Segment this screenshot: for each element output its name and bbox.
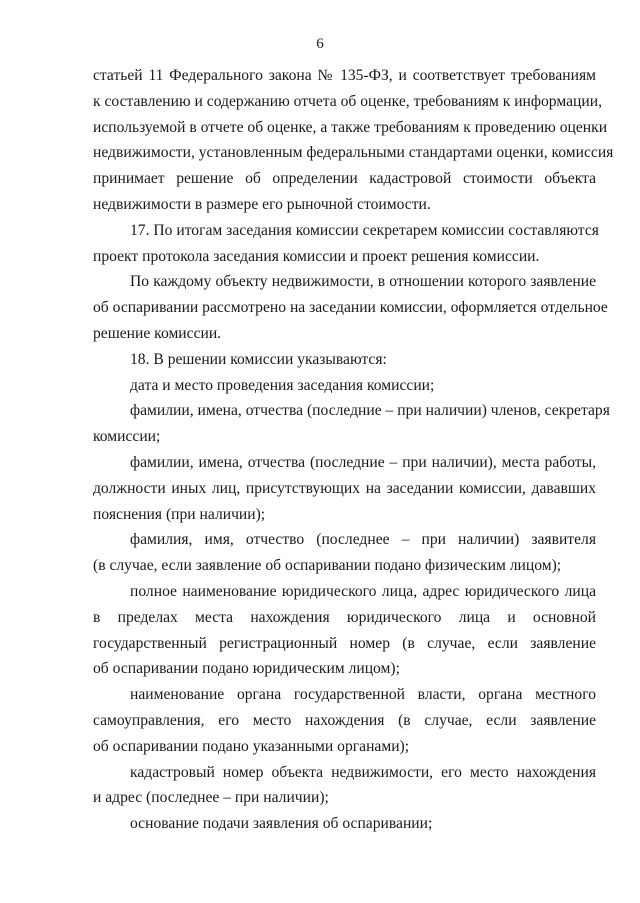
text-line: статьей 11 Федерального закона № 135-ФЗ, и соответствует требованиям (93, 67, 596, 84)
list-item-members (93, 398, 610, 450)
text-line: к составлению и содержанию отчета об оценке, требованиям к информации, (93, 92, 602, 110)
text-line: об оспаривании рассмотрено на заседании комиссии, оформляется отдельное (93, 299, 608, 317)
text-line: и адрес (последнее – при наличии); (93, 789, 329, 807)
text-line: недвижимости, установленным федеральными стандартами оценки, комиссия (93, 144, 614, 162)
text-line: По каждому объекту недвижимости, в отношении которого заявление (130, 273, 596, 291)
text-line: решение комиссии. (93, 324, 222, 342)
list-item-applicant-legal-entity (93, 579, 596, 682)
paragraph-17 (93, 218, 599, 270)
text-line: (в случае, если заявление об оспаривании подано физическим лицом); (93, 557, 562, 575)
text-line: используемой в отчете об оценке, а также требованиям к проведению оценки (93, 118, 608, 136)
paragraph-1 (93, 63, 614, 218)
text-line: должности иных лиц, присутствующих на заседании комиссии, дававших (93, 479, 596, 497)
text-line: комиссии; (93, 428, 161, 446)
page-number: 6 (316, 36, 324, 52)
text-line: 17. По итогам заседания комиссии секретарем комиссии составляются (130, 221, 599, 239)
list-item-grounds (93, 811, 596, 837)
text-line: недвижимости в размере его рыночной стоимости. (93, 195, 431, 213)
text-line: пояснения (при наличии); (93, 505, 266, 523)
text-line: фамилия, имя, отчество (последнее – при наличии) заявителя (130, 531, 596, 549)
text-line: основание подачи заявления об оспаривании; (130, 815, 433, 833)
text-line: принимает решение об определении кадастровой стоимости объекта (93, 170, 596, 188)
text-line: фамилии, имена, отчества (последние – при наличии), места работы, (130, 453, 596, 471)
text-line: фамилии, имена, отчества (последние – при наличии) членов, секретаря (130, 402, 610, 420)
paragraph-18 (93, 347, 596, 373)
list-item-applicant-individual (93, 527, 596, 579)
paragraph-separate-decision (93, 269, 608, 346)
text-line: государственный регистрационный номер (в случае, если заявление (93, 634, 596, 652)
text-line: 18. В решении комиссии указываются: (130, 350, 387, 368)
text-line: полное наименование юридического лица, адрес юридического лица (130, 582, 596, 600)
text-line: дата и место проведения заседания комиссии; (130, 376, 435, 394)
text-line: самоуправления, его место нахождения (в случае, если заявление (93, 711, 596, 729)
text-line: об оспаривании подано указанными органами); (93, 737, 410, 755)
text-line: наименование органа государственной власти, органа местного (130, 686, 596, 704)
text-line: кадастровый номер объекта недвижимости, его место нахождения (130, 763, 596, 781)
text-line: об оспаривании подано юридическим лицом); (93, 660, 400, 678)
document-body (93, 63, 614, 837)
text-line: в пределах места нахождения юридического лица и основной (93, 608, 596, 626)
list-item-date-place (93, 373, 596, 399)
list-item-other-persons (93, 450, 596, 527)
list-item-applicant-authority (93, 682, 596, 759)
text-line: проект протокола заседания комиссии и проект решения комиссии. (93, 247, 540, 265)
list-item-cadastral-number (93, 760, 596, 812)
